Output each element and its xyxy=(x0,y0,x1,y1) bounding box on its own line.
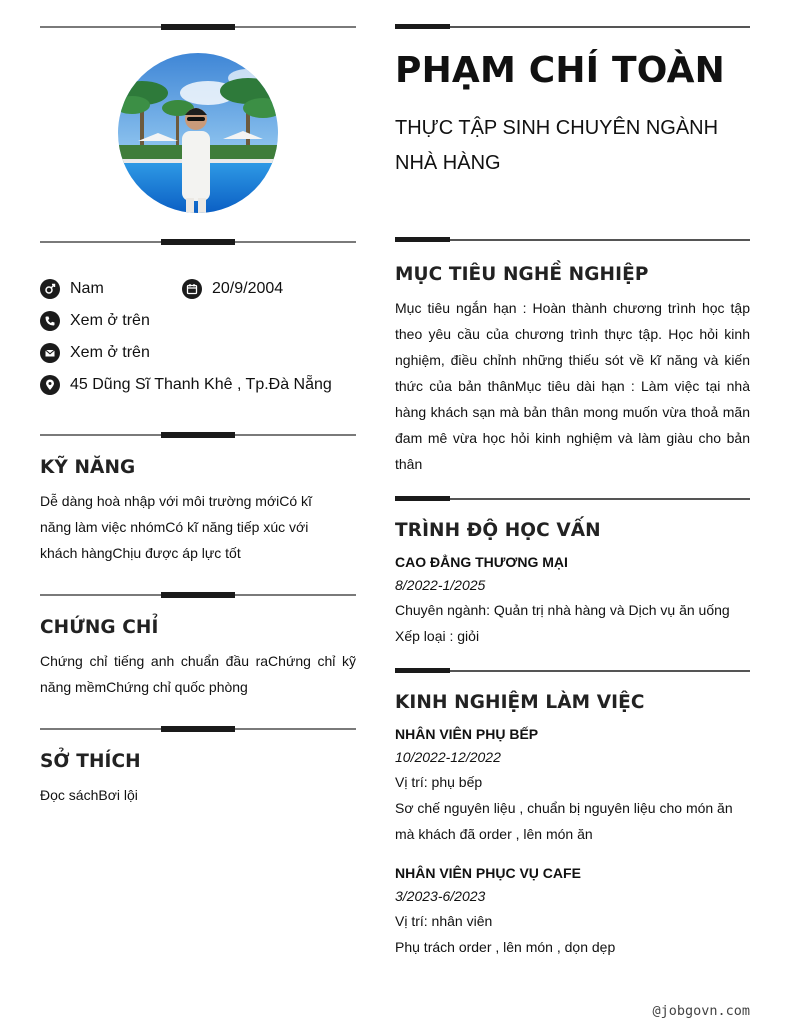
address-row xyxy=(40,373,332,397)
birthdate-value: 20/9/2004 xyxy=(212,280,284,297)
job-period: 3/2023-6/2023 xyxy=(395,888,486,904)
job-period: 10/2022-12/2022 xyxy=(395,749,501,765)
objective-title: MỤC TIÊU NGHỀ NGHIỆP xyxy=(395,264,649,285)
phone-icon xyxy=(40,311,60,331)
certificates-text: Chứng chỉ tiếng anh chuẩn đầu raChứng chỉ kỹ năng mềmChứng chỉ quốc phòng xyxy=(40,653,356,695)
certificates-title: CHỨNG CHỈ xyxy=(40,617,159,638)
objective-text: Mục tiêu ngắn hạn : Hoàn thành chương trình học tập theo yêu cầu của chương trình thực tập. Học hỏi kinh nghiệm, điều chỉnh những thiếu sót về kĩ năng và kiến thức của bản thânMục tiêu dài hạn : Làm việc tại nhà hàng khách sạn mà bản thân mong muốn vừa thoả mãn đam mê vừa học hỏi kinh nghiệm và làm giàu cho bản thân xyxy=(395,300,750,472)
email-value: Xem ở trên xyxy=(70,344,150,361)
education-period: 8/2022-1/2025 xyxy=(395,577,486,593)
gender-value: Nam xyxy=(70,280,104,297)
avatar xyxy=(118,53,278,213)
skills-title: KỸ NĂNG xyxy=(40,457,136,478)
divider xyxy=(395,494,750,504)
education-major: Chuyên ngành: Quản trị nhà hàng và Dịch vụ ăn uống xyxy=(395,602,730,618)
gender-row xyxy=(40,277,104,301)
job-title: NHÂN VIÊN PHỤ BẾP xyxy=(395,726,539,742)
divider xyxy=(395,235,750,245)
education-school: CAO ĐẲNG THƯƠNG MẠI xyxy=(395,554,568,570)
address-value: 45 Dũng Sĩ Thanh Khê , Tp.Đà Nẵng xyxy=(70,376,332,393)
job-description: Sơ chế nguyên liệu , chuẩn bị nguyên liệu cho món ăn mà khách đã order , lên món ăn xyxy=(395,800,733,842)
divider xyxy=(40,237,356,247)
job-position: Vị trí: nhân viên xyxy=(395,913,493,929)
birthdate-row xyxy=(182,277,283,301)
education-grade: Xếp loại : giỏi xyxy=(395,628,480,644)
avatar-photo xyxy=(118,53,278,213)
divider xyxy=(395,22,750,32)
hobbies-text: Đọc sáchBơi lội xyxy=(40,787,138,803)
divider xyxy=(40,22,356,32)
divider xyxy=(40,590,356,600)
education-title: TRÌNH ĐỘ HỌC VẤN xyxy=(395,520,601,541)
job-role: THỰC TẬP SINH CHUYÊN NGÀNH NHÀ HÀNG xyxy=(395,117,719,174)
phone-row xyxy=(40,309,150,333)
gender-icon xyxy=(40,279,60,299)
divider xyxy=(40,430,356,440)
calendar-icon xyxy=(182,279,202,299)
job-position: Vị trí: phụ bếp xyxy=(395,774,483,790)
job-title: NHÂN VIÊN PHỤC VỤ CAFE xyxy=(395,865,581,881)
hobbies-title: SỞ THÍCH xyxy=(40,751,141,772)
email-row xyxy=(40,341,150,365)
envelope-icon xyxy=(40,343,60,363)
skills-text: Dễ dàng hoà nhập với môi trường mớiCó kĩ năng làm việc nhómCó kĩ năng tiếp xúc với khách hàngChịu được áp lực tốt xyxy=(40,493,312,561)
divider xyxy=(40,724,356,734)
job-description: Phụ trách order , lên món , dọn dẹp xyxy=(395,939,616,955)
phone-value: Xem ở trên xyxy=(70,312,150,329)
footer-watermark: @jobgovn.com xyxy=(652,1003,750,1019)
divider xyxy=(395,666,750,676)
location-pin-icon xyxy=(40,375,60,395)
experience-title: KINH NGHIỆM LÀM VIỆC xyxy=(395,692,645,713)
full-name: PHẠM CHÍ TOÀN xyxy=(395,50,725,91)
